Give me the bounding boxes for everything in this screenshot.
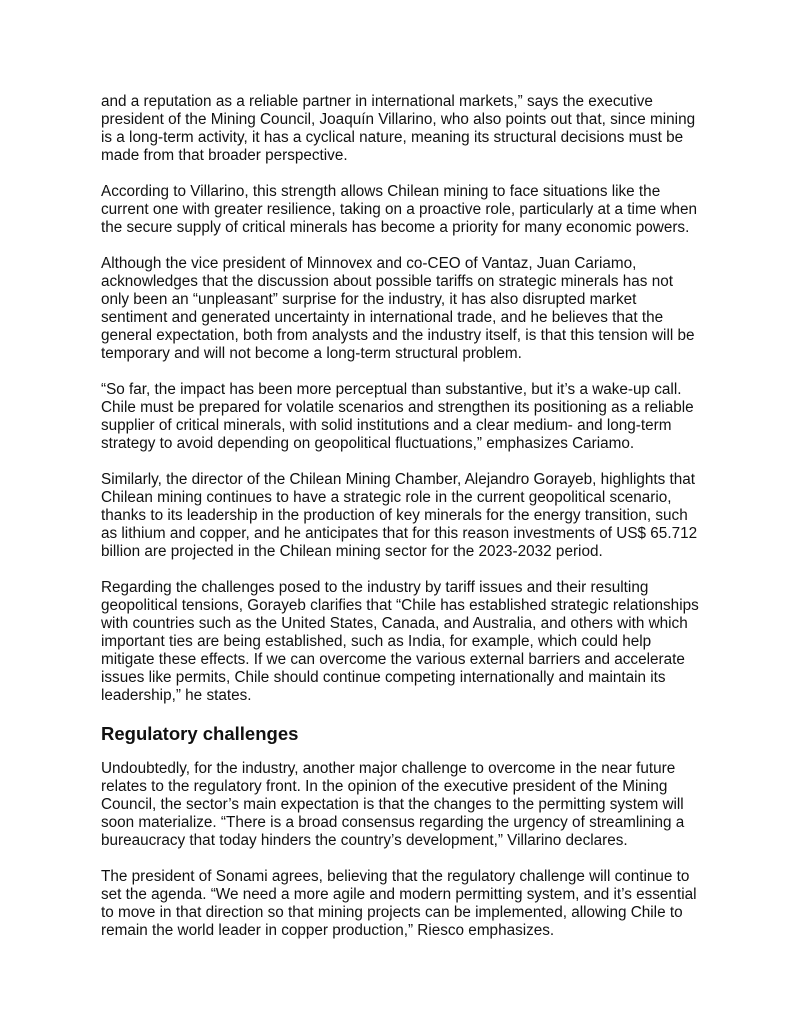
paragraph: and a reputation as a reliable partner in international markets,” says the executive president of the Mining Council, Joaquín Villarino, who also points out that, since mining is a long-term activity, it has a cyclical nature, meaning its structural decisions must be made from that broader perspective.	[101, 93, 696, 164]
paragraph: Similarly, the director of the Chilean Mining Chamber, Alejandro Gorayeb, highlights that Chilean mining continues to have a strategic role in the current geopolitical scenario, thanks to its leadership in the production of key minerals for the energy transition, such as lithium and copper, and he anticipates that for this reason investments of US$ 65.712 billion are projected in the Chilean mining sector for the 2023-2032 period.	[101, 471, 698, 560]
document-page	[101, 93, 703, 958]
section-heading: Regulatory challenges	[101, 723, 299, 744]
paragraph: According to Villarino, this strength allows Chilean mining to face situations like the current one with greater resilience, taking on a proactive role, particularly at a time when the secure supply of critical minerals has become a priority for many economic powers.	[101, 183, 698, 236]
paragraph: Undoubtedly, for the industry, another major challenge to overcome in the near future relates to the regulatory front. In the opinion of the executive president of the Mining Council, the sector’s main expectation is that the changes to the permitting system will soon materialize. “There is a broad consensus regarding the urgency of streamlining a bureaucracy that today hinders the country’s development,” Villarino declares.	[101, 760, 685, 849]
paragraph: “So far, the impact has been more perceptual than substantive, but it’s a wake-up call. Chile must be prepared for volatile scenarios and strengthen its positioning as a reliable supplier of critical minerals, with solid institutions and a clear medium- and long-term strategy to avoid depending on geopolitical fluctuations,” emphasizes Cariamo.	[101, 381, 694, 452]
paragraph: The president of Sonami agrees, believing that the regulatory challenge will continue to set the agenda. “We need a more agile and modern permitting system, and it’s essential to move in that direction so that mining projects can be implemented, allowing Chile to remain the world leader in copper production,” Riesco emphasizes.	[101, 868, 697, 939]
paragraph: Regarding the challenges posed to the industry by tariff issues and their resulting geopolitical tensions, Gorayeb clarifies that “Chile has established strategic relationships with countries such as the United States, Canada, and Australia, and others with which important ties are being established, such as India, for example, which could help mitigate these effects. If we can overcome the various external barriers and accelerate issues like permits, Chile should continue competing internationally and maintain its leadership,” he states.	[101, 579, 699, 704]
paragraph: Although the vice president of Minnovex and co-CEO of Vantaz, Juan Cariamo, acknowledges that the discussion about possible tariffs on strategic minerals has not only been an “unpleasant” surprise for the industry, it has also disrupted market sentiment and generated uncertainty in international trade, and he believes that the general expectation, both from analysts and the industry itself, is that this tension will be temporary and will not become a long-term structural problem.	[101, 255, 695, 362]
